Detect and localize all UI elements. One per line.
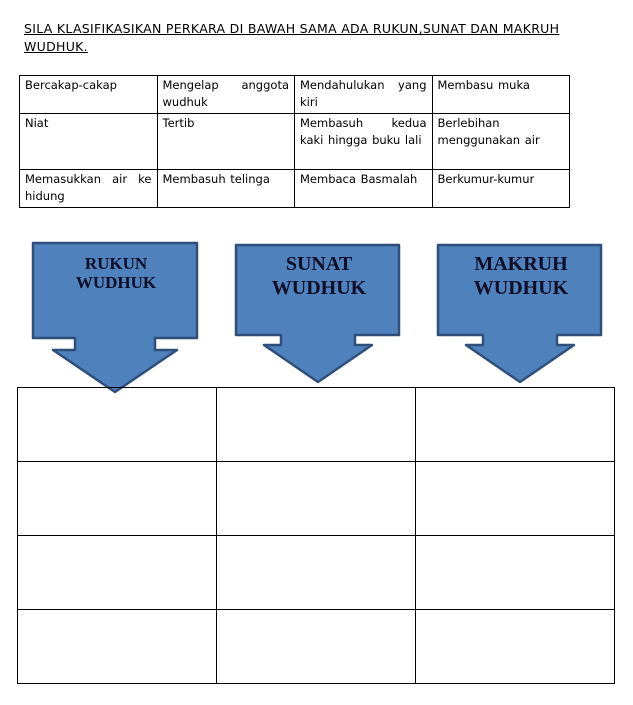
makruh-wudhuk-label: MAKRUH WUDHUK: [473, 253, 569, 299]
term-cell: Niat: [20, 114, 158, 170]
term-cell: Mendahulukan yang kiri: [295, 76, 433, 114]
answer-grid: [17, 387, 615, 684]
term-cell: Membasuh telinga: [157, 170, 295, 208]
answer-cell-sunat[interactable]: [217, 610, 416, 684]
answer-cell-rukun[interactable]: [18, 610, 217, 684]
answer-cell-makruh[interactable]: [416, 388, 615, 462]
answer-cell-makruh[interactable]: [416, 536, 615, 610]
term-cell: Berkumur-kumur: [432, 170, 570, 208]
answer-cell-makruh[interactable]: [416, 462, 615, 536]
answer-cell-rukun[interactable]: [18, 536, 217, 610]
table-row: [20, 76, 570, 114]
term-cell: Membasuh kedua kaki hingga buku lali: [295, 114, 433, 170]
answer-cell-makruh[interactable]: [416, 610, 615, 684]
answer-cell-rukun[interactable]: [18, 388, 217, 462]
table-row: [20, 170, 570, 208]
answer-cell-rukun[interactable]: [18, 462, 217, 536]
term-cell: Membasu muka: [432, 76, 570, 114]
term-cell: Membaca Basmalah: [295, 170, 433, 208]
sunat-wudhuk-label: SUNAT WUDHUK: [271, 253, 367, 299]
instruction-heading: SILA KLASIFIKASIKAN PERKARA DI BAWAH SAMA ADA RUKUN,SUNAT DAN MAKRUH WUDHUK.: [24, 21, 560, 54]
answer-row: [18, 462, 615, 536]
term-cell: Bercakap-cakap: [20, 76, 158, 114]
answer-row: [18, 388, 615, 462]
terms-table: [19, 75, 570, 208]
answer-cell-sunat[interactable]: [217, 536, 416, 610]
term-cell: Tertib: [157, 114, 295, 170]
answer-cell-sunat[interactable]: [217, 388, 416, 462]
rukun-wudhuk-label: RUKUN WUDHUK: [75, 254, 157, 292]
term-cell: Mengelap anggota wudhuk: [157, 76, 295, 114]
term-cell: Berlebihan menggunakan air: [432, 114, 570, 170]
answer-row: [18, 610, 615, 684]
table-row: [20, 114, 570, 170]
answer-row: [18, 536, 615, 610]
answer-cell-sunat[interactable]: [217, 462, 416, 536]
term-cell: Memasukkan air ke hidung: [20, 170, 158, 208]
